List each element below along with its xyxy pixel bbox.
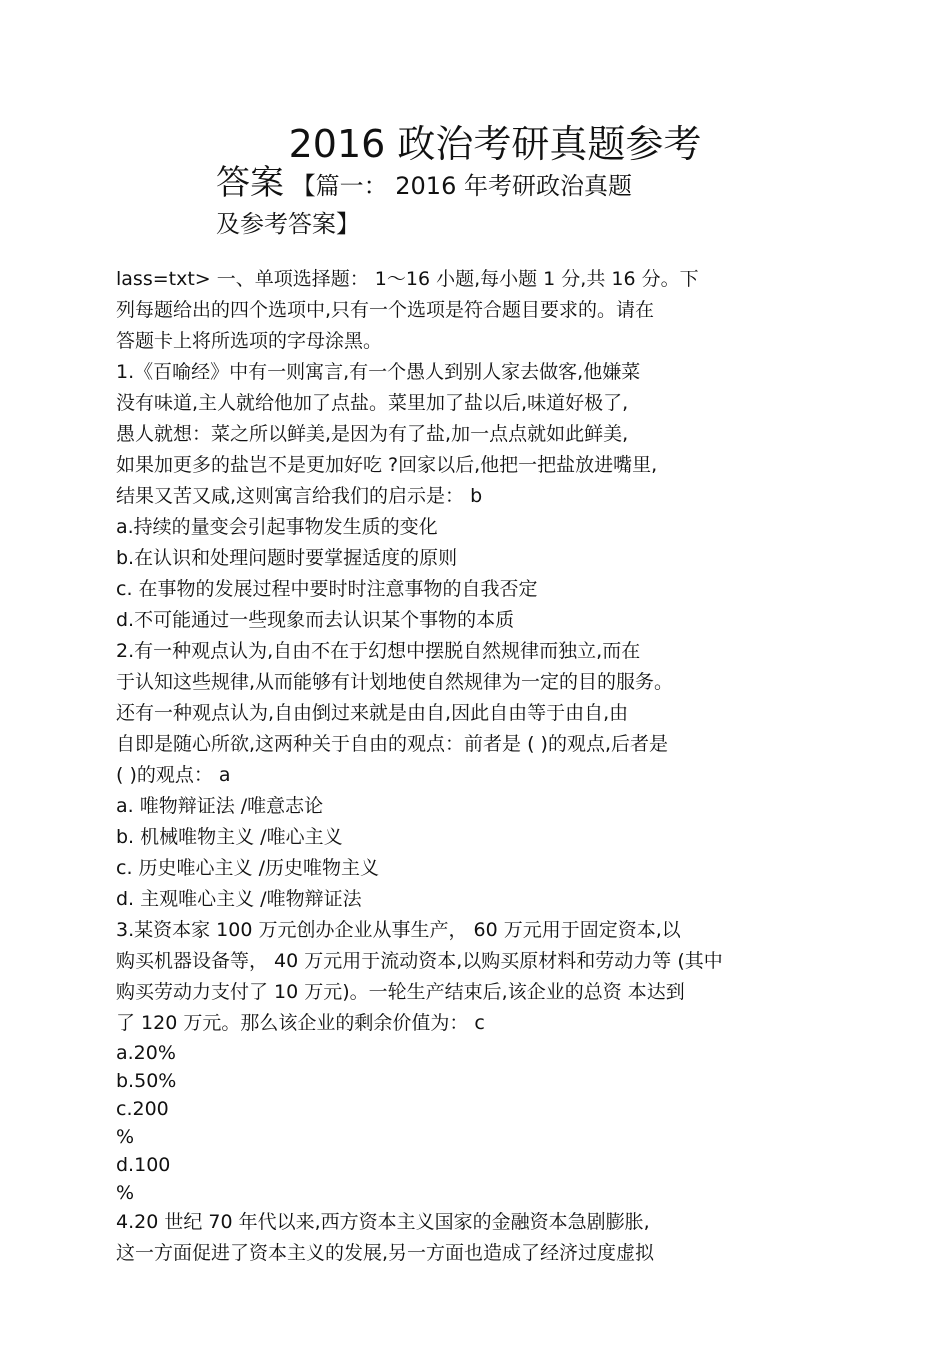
text-line: b.50% xyxy=(116,1070,177,1092)
document-title-line-2 xyxy=(216,162,950,210)
text-line: a.持续的量变会引起事物发生质的变化 xyxy=(116,516,438,538)
text-line: 列每题给出的四个选项中,只有一个选项是符合题目要求的。请在 xyxy=(116,299,655,321)
text-line: c. 在事物的发展过程中要时时注意事物的自我否定 xyxy=(116,578,538,600)
document-title-line-3: 及参考答案】 xyxy=(216,210,360,238)
text-line: ( )的观点： a xyxy=(116,764,231,786)
text-line: 这一方面促进了资本主义的发展,另一方面也造成了经济过度虚拟 xyxy=(116,1242,655,1264)
text-line: 3.某资本家 100 万元创办企业从事生产， 60 万元用于固定资本,以 xyxy=(116,919,681,941)
text-line: d.100 xyxy=(116,1154,171,1176)
text-line: 购买机器设备等， 40 万元用于流动资本,以购买原材料和劳动力等 (其中 xyxy=(116,950,723,972)
text-line: 4.20 世纪 70 年代以来,西方资本主义国家的金融资本急剧膨胀, xyxy=(116,1211,650,1233)
text-line: lass=txt> 一、单项选择题： 1～16 小题,每小题 1 分,共 16 分。下 xyxy=(116,268,699,290)
text-line: 结果又苦又咸,这则寓言给我们的启示是： b xyxy=(116,485,483,507)
text-line: b. 机械唯物主义 /唯心主义 xyxy=(116,826,343,848)
text-line: 答题卡上将所选项的字母涂黑。 xyxy=(116,330,383,352)
text-line: 愚人就想：菜之所以鲜美,是因为有了盐,加一点点就如此鲜美, xyxy=(116,423,629,445)
text-line: d. 主观唯心主义 /唯物辩证法 xyxy=(116,888,362,910)
text-line: 还有一种观点认为,自由倒过来就是由自,因此自由等于由自,由 xyxy=(116,702,629,724)
text-line: % xyxy=(116,1126,135,1148)
text-line: 于认知这些规律,从而能够有计划地使自然规律为一定的目的服务。 xyxy=(116,671,674,693)
title-answer-text: 答案 xyxy=(216,163,284,203)
text-line: 自即是随心所欲,这两种关于自由的观点：前者是 ( )的观点,后者是 xyxy=(116,733,668,755)
document-body xyxy=(116,264,836,1269)
text-line: c.200 xyxy=(116,1098,169,1120)
text-line: a.20% xyxy=(116,1042,176,1064)
text-line: d.不可能通过一些现象而去认识某个事物的本质 xyxy=(116,609,515,631)
document-title-line-1: 2016 政治考研真题参考 xyxy=(288,122,702,166)
text-line: 购买劳动力支付了 10 万元)。一轮生产结束后,该企业的总资 本达到 xyxy=(116,981,685,1003)
text-line: 1.《百喻经》中有一则寓言,有一个愚人到别人家去做客,他嫌菜 xyxy=(116,361,641,383)
text-line: 2.有一种观点认为,自由不在于幻想中摆脱自然规律而独立,而在 xyxy=(116,640,641,662)
text-line: a. 唯物辩证法 /唯意志论 xyxy=(116,795,324,817)
text-line: c. 历史唯心主义 /历史唯物主义 xyxy=(116,857,379,879)
text-line: 没有味道,主人就给他加了点盐。菜里加了盐以后,味道好极了, xyxy=(116,392,629,414)
title-subtitle-text: 【篇一： 2016 年考研政治真题 xyxy=(284,172,632,200)
text-line: 了 120 万元。那么该企业的剩余价值为： c xyxy=(116,1012,485,1034)
text-line: 如果加更多的盐岂不是更加好吃 ?回家以后,他把一把盐放进嘴里, xyxy=(116,454,658,476)
text-line: b.在认识和处理问题时要掌握适度的原则 xyxy=(116,547,458,569)
text-line: % xyxy=(116,1182,135,1204)
